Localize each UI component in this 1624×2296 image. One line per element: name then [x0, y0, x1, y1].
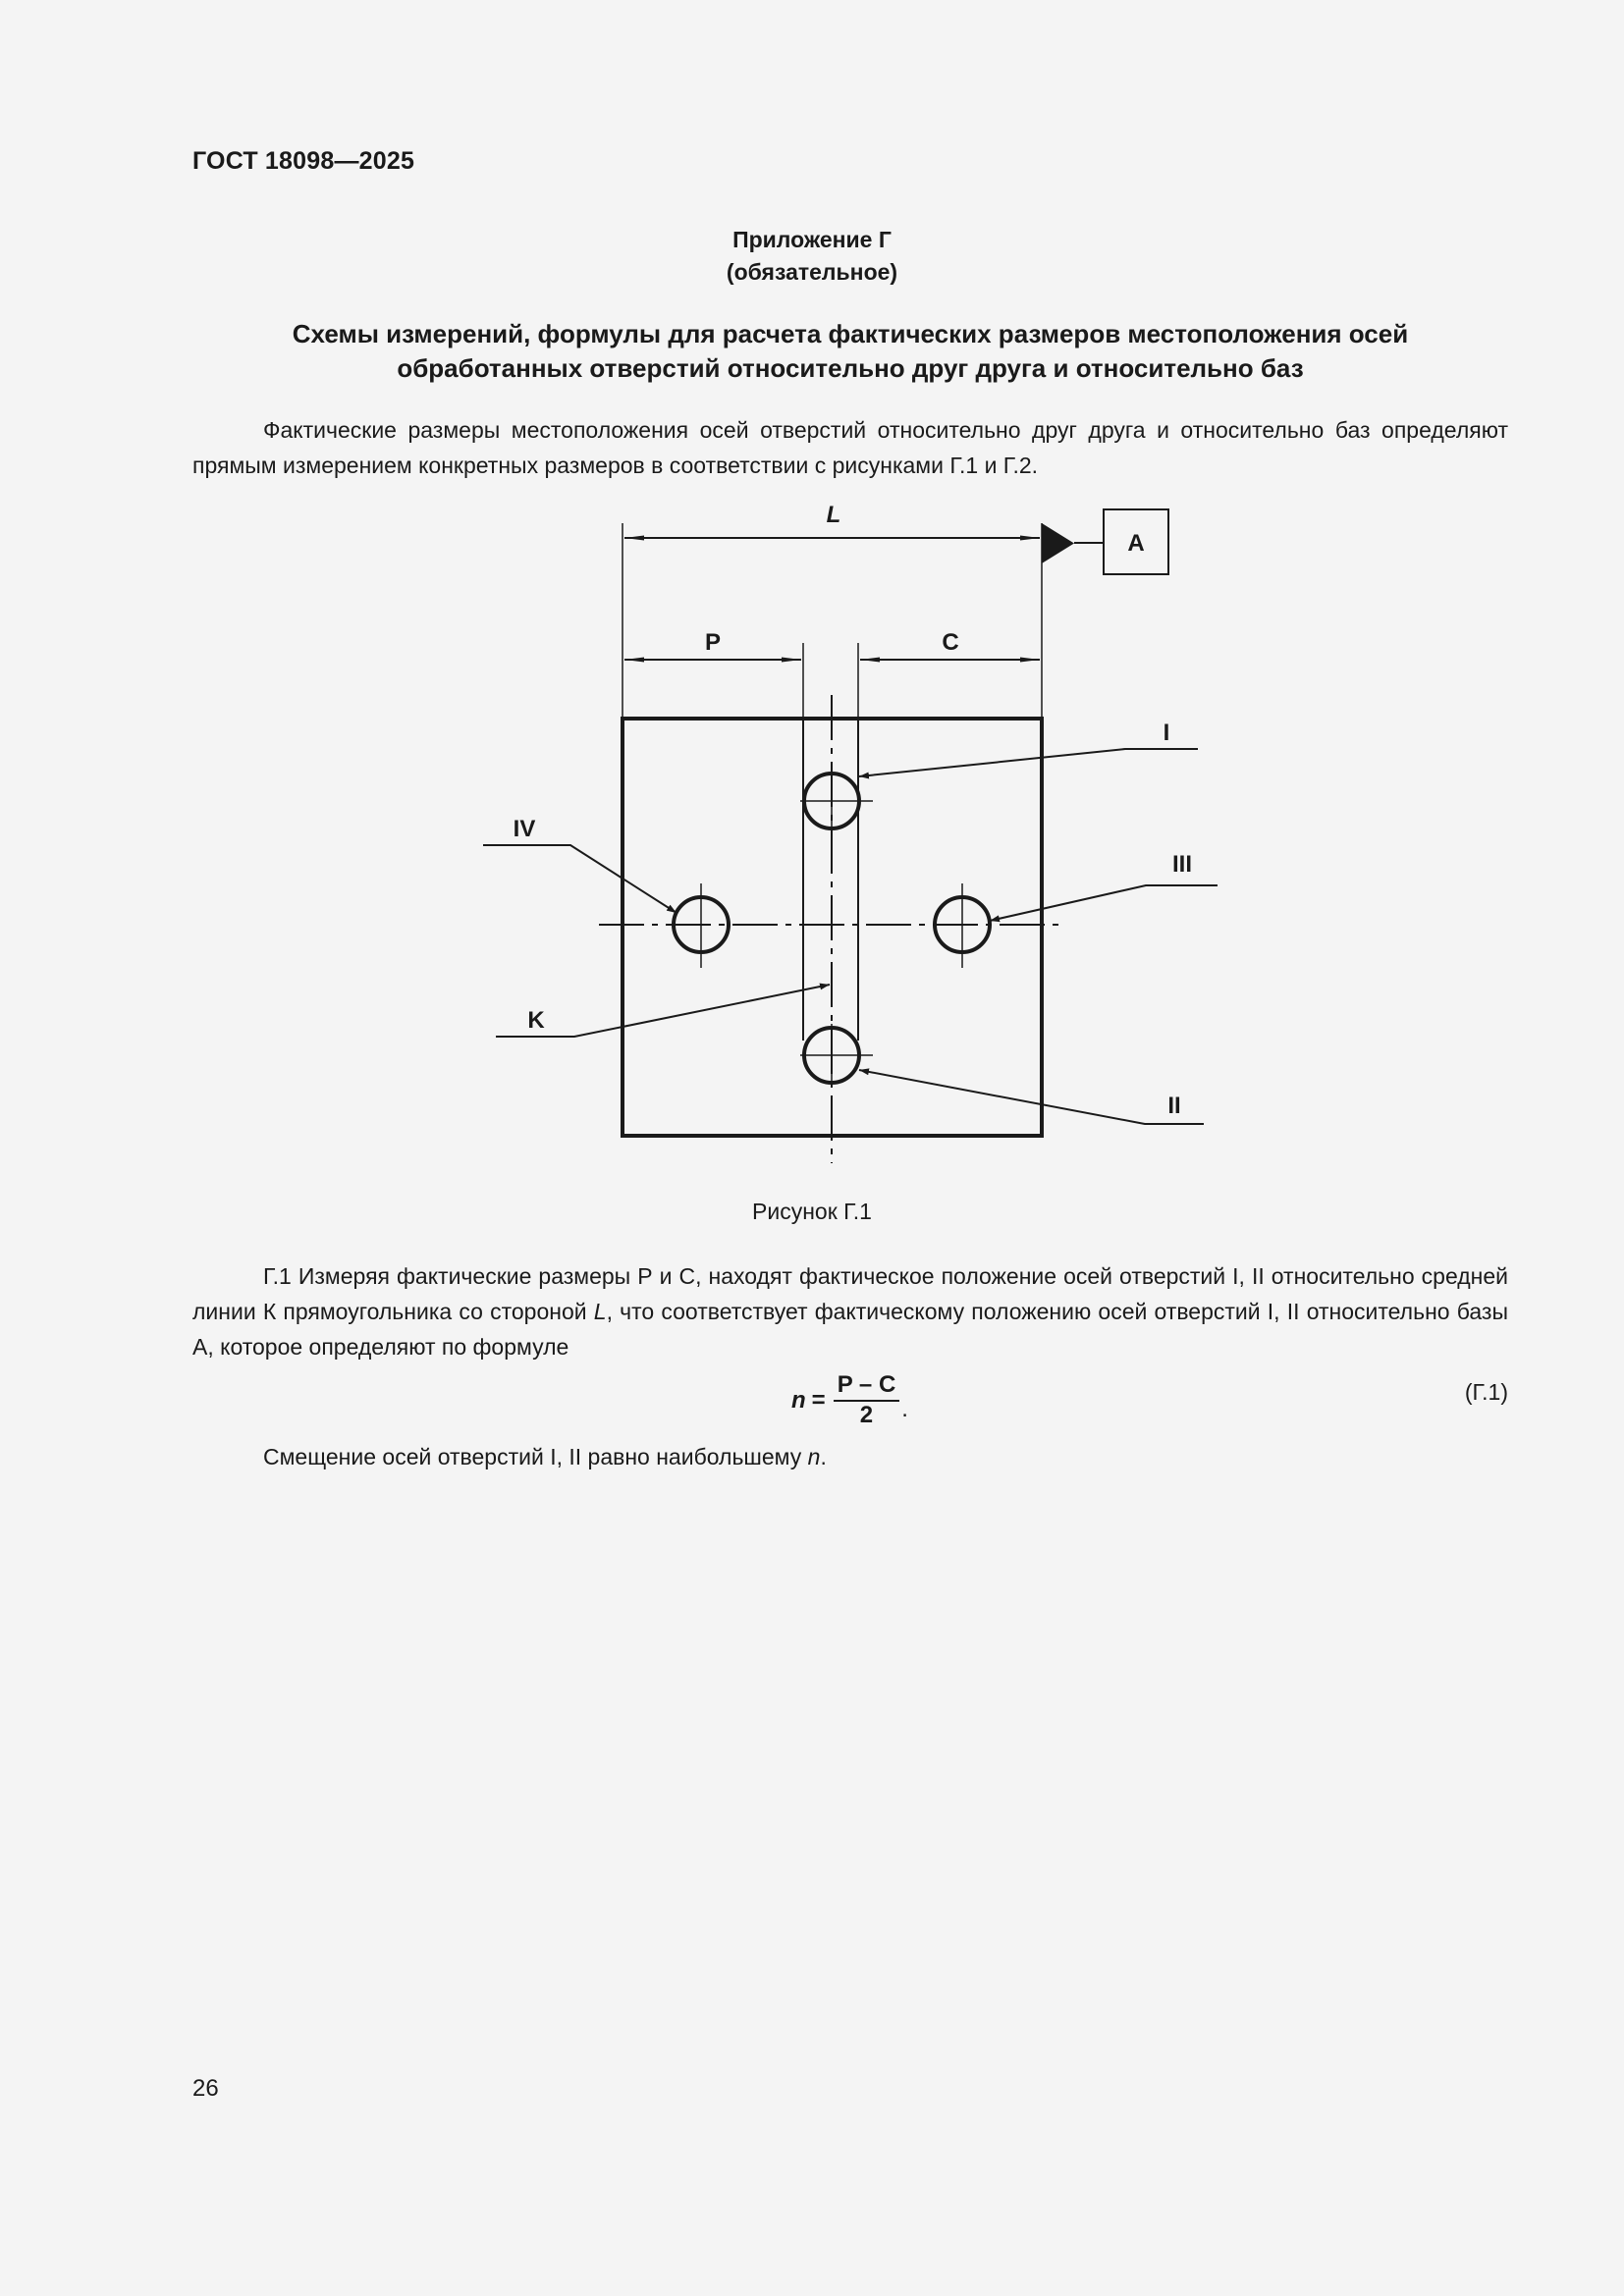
conclusion-end: . [820, 1444, 827, 1469]
clause-g1-text-part2: , что соответствует фактическому положению осей отверстий I, II относительно базы А, которое определяют по формуле [192, 1299, 1508, 1360]
label-ii: II [1167, 1093, 1181, 1119]
formula-equals: = [811, 1387, 826, 1414]
annex-status: (обязательное) [726, 259, 898, 285]
leader-iii [990, 885, 1218, 921]
annex-heading-line2: обработанных отверстий относительно друг друга и относительно баз [397, 353, 1304, 383]
figure-caption: Рисунок Г.1 [752, 1199, 872, 1224]
formula-denominator: 2 [859, 1402, 874, 1428]
conclusion-paragraph [192, 1439, 1508, 1474]
leader-i [859, 749, 1198, 776]
label-iii: III [1171, 851, 1193, 878]
label-iv: IV [513, 816, 536, 842]
intro-paragraph: Фактические размеры местоположения осей отверстий относительно друг друга и относительно баз определяют прямым измерением конкретных размеров в соответствии с рисунками Г.1 и Г.2. [192, 417, 1508, 478]
leader-ii [859, 1070, 1204, 1124]
label-i: I [1163, 720, 1170, 746]
clause-g1-var-l: L [593, 1299, 607, 1324]
formula-fraction [834, 1372, 900, 1429]
label-p: P [704, 629, 722, 656]
formula-lhs: n [791, 1387, 806, 1414]
formula-number: (Г.1) [1464, 1379, 1508, 1405]
label-k: K [527, 1007, 545, 1034]
document-code: ГОСТ 18098—2025 [192, 147, 415, 175]
conclusion-text: Смещение осей отверстий I, II равно наибольшему [263, 1444, 808, 1469]
label-l: L [826, 502, 841, 528]
datum-triangle [1042, 523, 1074, 563]
formula-terminator: . [901, 1396, 908, 1422]
annex-title: Приложение Г [732, 227, 892, 252]
conclusion-var-n: n [807, 1444, 821, 1469]
formula-numerator: P – C [834, 1372, 900, 1402]
annex-heading-line1: Схемы измерений, формулы для расчета фактических размеров местоположения осей [292, 319, 1409, 348]
page-number: 26 [192, 2075, 219, 2102]
clause-g1-text-part1: Г.1 Измеряя фактические размеры Р и С, находят фактическое положение осей отверстий I, II относительно средней линии К прямоугольника со стороной [192, 1263, 1508, 1324]
clause-g1-paragraph [192, 1258, 1508, 1364]
label-c: C [942, 629, 959, 656]
leader-iv [483, 845, 677, 913]
formula-g1 [791, 1372, 908, 1429]
label-datum-a: A [1127, 530, 1145, 557]
leader-k [496, 985, 830, 1037]
